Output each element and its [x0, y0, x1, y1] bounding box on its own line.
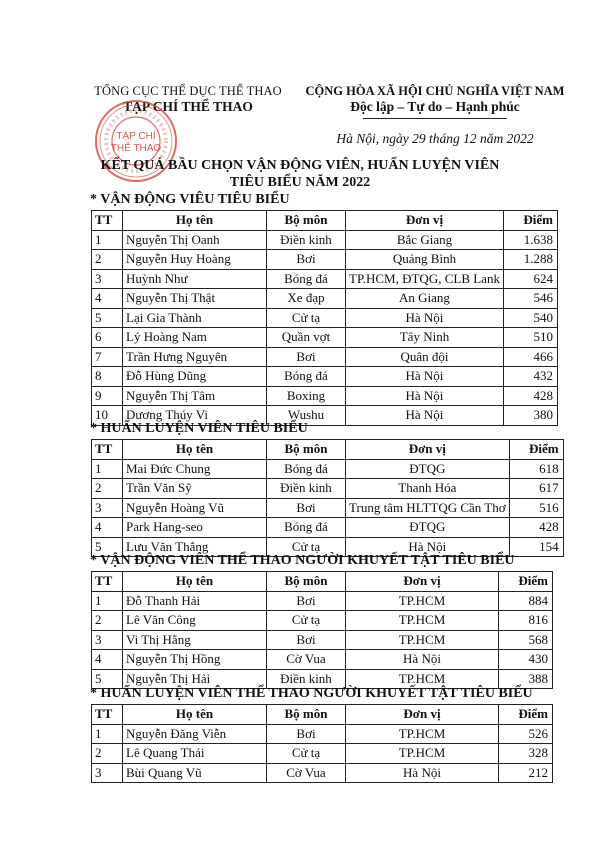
column-header: TT	[92, 211, 123, 231]
table-row	[92, 250, 558, 270]
column-header: Bộ môn	[267, 705, 346, 725]
name-cell: Lê Quang Thái	[123, 744, 267, 764]
table-row	[92, 479, 564, 499]
score-cell: 328	[499, 744, 553, 764]
rank-cell: 4	[92, 289, 123, 309]
sport-cell: Cử tạ	[267, 611, 346, 631]
document-title	[60, 157, 540, 191]
score-cell: 466	[503, 347, 557, 367]
sport-cell: Bóng đá	[267, 459, 346, 479]
unit-cell: Quân đội	[346, 347, 504, 367]
sport-cell: Điền kinh	[267, 669, 346, 689]
score-cell: 430	[499, 650, 553, 670]
rank-cell: 9	[92, 386, 123, 406]
name-cell: Nguyễn Thị Tâm	[123, 386, 267, 406]
table-row	[92, 744, 553, 764]
unit-cell: Hà Nội	[346, 386, 504, 406]
score-cell: 510	[503, 328, 557, 348]
rank-cell: 5	[92, 669, 123, 689]
table-row	[92, 269, 558, 289]
sport-cell: Wushu	[267, 406, 346, 426]
sport-cell: Xe đạp	[267, 289, 346, 309]
table-header-row	[92, 705, 553, 725]
unit-cell: Trung tâm HLTTQG Cần Thơ	[346, 498, 510, 518]
score-cell: 428	[509, 518, 563, 538]
column-header: Điểm	[499, 572, 553, 592]
rank-cell: 1	[92, 459, 123, 479]
sport-cell: Cử tạ	[267, 308, 346, 328]
unit-cell: Bắc Giang	[346, 230, 504, 250]
column-header: Điểm	[509, 440, 563, 460]
table-row	[92, 630, 553, 650]
name-cell: Đỗ Hùng Dũng	[123, 367, 267, 387]
name-cell: Nguyễn Đăng Viễn	[123, 724, 267, 744]
sport-cell: Boxing	[267, 386, 346, 406]
results-table	[91, 210, 558, 426]
name-cell: Lê Văn Công	[123, 611, 267, 631]
sport-cell: Cờ Vua	[267, 650, 346, 670]
unit-cell: Hà Nội	[346, 308, 504, 328]
score-cell: 884	[499, 591, 553, 611]
score-cell: 1.638	[503, 230, 557, 250]
rank-cell: 10	[92, 406, 123, 426]
unit-cell: TP.HCM	[346, 744, 499, 764]
rank-cell: 4	[92, 518, 123, 538]
score-cell: 618	[509, 459, 563, 479]
table-row	[92, 724, 553, 744]
score-cell: 388	[499, 669, 553, 689]
name-cell: Lưu Văn Thắng	[123, 537, 267, 557]
column-header: Họ tên	[123, 572, 267, 592]
table-row	[92, 308, 558, 328]
results-table	[91, 439, 564, 557]
table-row	[92, 498, 564, 518]
rank-cell: 7	[92, 347, 123, 367]
unit-cell: Thanh Hóa	[346, 479, 510, 499]
column-header: Bộ môn	[267, 211, 346, 231]
unit-cell: TP.HCM	[346, 724, 499, 744]
column-header: Điểm	[499, 705, 553, 725]
name-cell: Nguyễn Thị Hải	[123, 669, 267, 689]
rank-cell: 3	[92, 498, 123, 518]
column-header: TT	[92, 572, 123, 592]
sport-cell: Bơi	[267, 591, 346, 611]
rank-cell: 3	[92, 630, 123, 650]
unit-cell: Hà Nội	[346, 763, 499, 783]
name-cell: Nguyễn Thị Oanh	[123, 230, 267, 250]
results-table	[91, 704, 553, 783]
column-header: Điểm	[503, 211, 557, 231]
column-header: TT	[92, 705, 123, 725]
table-row	[92, 459, 564, 479]
name-cell: Nguyễn Huy Hoàng	[123, 250, 267, 270]
rank-cell: 5	[92, 537, 123, 557]
score-cell: 154	[509, 537, 563, 557]
rank-cell: 4	[92, 650, 123, 670]
unit-cell: ĐTQG	[346, 518, 510, 538]
rank-cell: 2	[92, 744, 123, 764]
table-row	[92, 611, 553, 631]
unit-cell: An Giang	[346, 289, 504, 309]
name-cell: Đỗ Thanh Hải	[123, 591, 267, 611]
score-cell: 540	[503, 308, 557, 328]
unit-cell: TP.HCM, ĐTQG, CLB Lank	[346, 269, 504, 289]
unit-cell: ĐTQG	[346, 459, 510, 479]
score-cell: 428	[503, 386, 557, 406]
section-heading: * HUẤN LUYỆN VIÊN TIÊU BIỂU	[90, 421, 308, 436]
name-cell: Park Hang-seo	[123, 518, 267, 538]
column-header: Họ tên	[123, 440, 267, 460]
table-row	[92, 763, 553, 783]
column-header: Họ tên	[123, 705, 267, 725]
name-cell: Lý Hoàng Nam	[123, 328, 267, 348]
column-header: Đơn vị	[346, 211, 504, 231]
results-table	[91, 571, 553, 689]
agency-parent-name: TỔNG CỤC THỂ DỤC THỂ THAO	[94, 84, 282, 98]
document-date: Hà Nội, ngày 29 tháng 12 năm 2022	[336, 131, 534, 146]
name-cell: Nguyễn Hoàng Vũ	[123, 498, 267, 518]
table-row	[92, 328, 558, 348]
agency-name: TẠP CHÍ THỂ THAO	[123, 99, 253, 114]
name-cell: Lại Gia Thành	[123, 308, 267, 328]
score-cell: 568	[499, 630, 553, 650]
section-heading: * HUẤN LUYỆN VIÊN THỂ THAO NGƯỜI KHUYẾT TẬT TIÊU BIỂU	[90, 686, 533, 701]
table-row	[92, 347, 558, 367]
name-cell: Trần Hưng Nguyên	[123, 347, 267, 367]
column-header: Bộ môn	[267, 440, 346, 460]
rank-cell: 2	[92, 250, 123, 270]
column-header: Họ tên	[123, 211, 267, 231]
unit-cell: Hà Nội	[346, 406, 504, 426]
score-cell: 380	[503, 406, 557, 426]
sport-cell: Cờ Vua	[267, 763, 346, 783]
seal-text-line1: TẠP CHÍ	[116, 131, 156, 142]
name-cell: Huỳnh Như	[123, 269, 267, 289]
unit-cell: Hà Nội	[346, 367, 504, 387]
sport-cell: Bơi	[267, 630, 346, 650]
column-header: Đơn vị	[346, 440, 510, 460]
score-cell: 816	[499, 611, 553, 631]
rank-cell: 5	[92, 308, 123, 328]
motto: Độc lập – Tự do – Hạnh phúc	[350, 99, 520, 114]
column-header: Đơn vị	[346, 705, 499, 725]
unit-cell: Hà Nội	[346, 537, 510, 557]
sport-cell: Bơi	[267, 498, 346, 518]
name-cell: Nguyễn Thị Hồng	[123, 650, 267, 670]
column-header: Bộ môn	[267, 572, 346, 592]
score-cell: 516	[509, 498, 563, 518]
name-cell: Dương Thúy Vi	[123, 406, 267, 426]
table-row	[92, 367, 558, 387]
name-cell: Trần Văn Sỹ	[123, 479, 267, 499]
name-cell: Bùi Quang Vũ	[123, 763, 267, 783]
section-heading: * VẬN ĐỘNG VIÊU TIÊU BIỂU	[90, 192, 290, 207]
unit-cell: Hà Nội	[346, 650, 499, 670]
motto-underline	[363, 118, 507, 119]
unit-cell: TP.HCM	[346, 630, 499, 650]
rank-cell: 6	[92, 328, 123, 348]
name-cell: Nguyễn Thị Thật	[123, 289, 267, 309]
column-header: Đơn vị	[346, 572, 499, 592]
seal-text-line2: THỂ THAO	[110, 143, 162, 154]
table-header-row	[92, 211, 558, 231]
table-row	[92, 230, 558, 250]
country-name: CỘNG HÒA XÃ HỘI CHỦ NGHĨA VIỆT NAM	[305, 84, 565, 98]
score-cell: 432	[503, 367, 557, 387]
name-cell: Vi Thị Hằng	[123, 630, 267, 650]
rank-cell: 2	[92, 479, 123, 499]
rank-cell: 1	[92, 591, 123, 611]
sport-cell: Bơi	[267, 250, 346, 270]
table-row	[92, 386, 558, 406]
rank-cell: 1	[92, 230, 123, 250]
score-cell: 526	[499, 724, 553, 744]
unit-cell: TP.HCM	[346, 669, 499, 689]
score-cell: 212	[499, 763, 553, 783]
sport-cell: Bóng đá	[267, 367, 346, 387]
score-cell: 617	[509, 479, 563, 499]
sport-cell: Bơi	[267, 347, 346, 367]
national-header	[300, 84, 570, 115]
unit-cell: Tây Ninh	[346, 328, 504, 348]
score-cell: 546	[503, 289, 557, 309]
sport-cell: Cử tạ	[267, 537, 346, 557]
sport-cell: Cử tạ	[267, 744, 346, 764]
title-line-2: TIÊU BIỂU NĂM 2022	[229, 175, 371, 190]
unit-cell: TP.HCM	[346, 591, 499, 611]
table-row	[92, 289, 558, 309]
sport-cell: Bóng đá	[267, 518, 346, 538]
table-header-row	[92, 440, 564, 460]
table-row	[92, 591, 553, 611]
sport-cell: Bóng đá	[267, 269, 346, 289]
title-line-1: KẾT QUẢ BẦU CHỌN VẬN ĐỘNG VIÊN, HUẤN LUYỆN VIÊN	[100, 158, 500, 173]
sport-cell: Điền kinh	[267, 230, 346, 250]
table-row	[92, 650, 553, 670]
rank-cell: 3	[92, 269, 123, 289]
rank-cell: 8	[92, 367, 123, 387]
rank-cell: 1	[92, 724, 123, 744]
score-cell: 624	[503, 269, 557, 289]
sport-cell: Bơi	[267, 724, 346, 744]
name-cell: Mai Đức Chung	[123, 459, 267, 479]
unit-cell: TP.HCM	[346, 611, 499, 631]
section-heading: * VẬN ĐỘNG VIÊN THỂ THAO NGƯỜI KHUYẾT TẬT TIÊU BIỂU	[90, 553, 515, 568]
column-header: TT	[92, 440, 123, 460]
sport-cell: Điền kinh	[267, 479, 346, 499]
rank-cell: 2	[92, 611, 123, 631]
table-header-row	[92, 572, 553, 592]
rank-cell: 3	[92, 763, 123, 783]
unit-cell: Quảng Bình	[346, 250, 504, 270]
table-row	[92, 518, 564, 538]
sport-cell: Quần vợt	[267, 328, 346, 348]
score-cell: 1.288	[503, 250, 557, 270]
